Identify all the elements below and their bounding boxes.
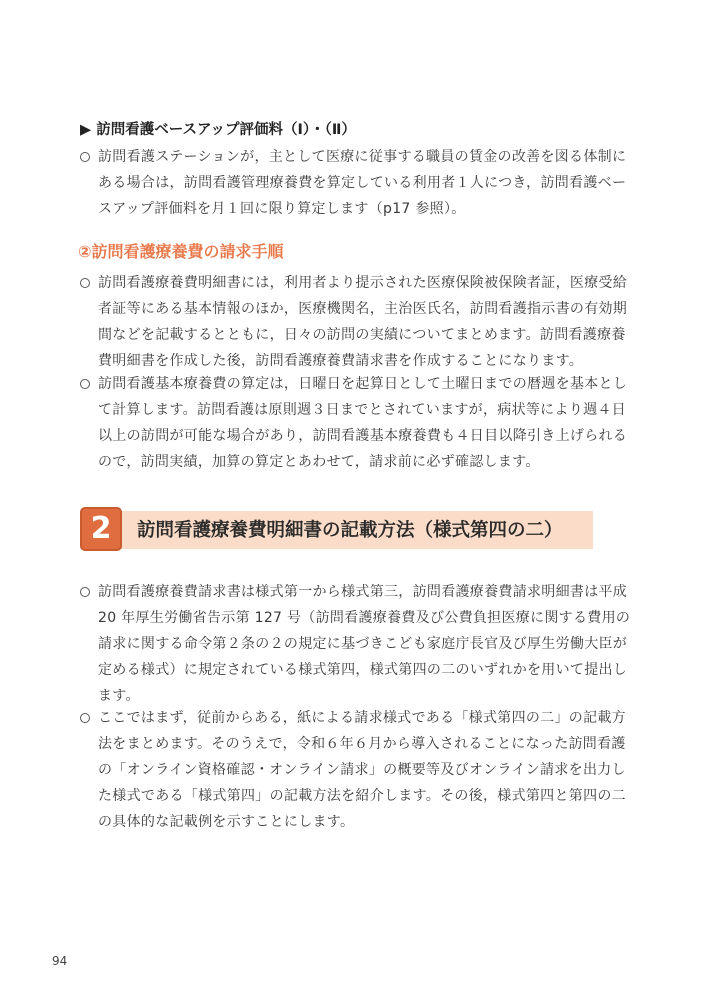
text-line: スアップ評価料を月１回に限り算定します（p17 参照）。 bbox=[98, 201, 466, 217]
text-line: 以上の訪問が可能な場合があり，訪問看護基本療養費も４日目以降引き上げられる bbox=[98, 428, 628, 444]
chapter-title: 訪問看護療養費明細書の記載方法（様式第四の二） bbox=[137, 520, 563, 541]
bullet-icon bbox=[80, 278, 90, 288]
text-line: 訪問看護ステーションが，主として医療に従事する職員の賃金の改善を図る体制に bbox=[98, 149, 627, 165]
text-line: 訪問看護療養費明細書には，利用者より提示された医療保険被保険者証，医療受給 bbox=[98, 275, 628, 291]
text-line: 請求に関する命令第２条の２の規定に基づきこども家庭庁長官及び厚生労働大臣が bbox=[98, 636, 628, 652]
bullet-icon bbox=[80, 713, 90, 723]
text-line: た様式である「様式第四」の記載方法を紹介します。その後，様式第四と第四の二 bbox=[98, 788, 626, 804]
text-line: て計算します。訪問看護は原則週３日までとされていますが，病状等により週４日 bbox=[98, 402, 626, 418]
text-line: 訪問看護療養費請求書は様式第一から様式第三，訪問看護療養費請求明細書は平成 bbox=[98, 584, 628, 600]
text-line: の具体的な記載例を示すことにします。 bbox=[98, 814, 355, 830]
chapter-number-badge: 2 bbox=[80, 507, 122, 551]
text-line: の「オンライン資格確認・オンライン請求」の概要等及びオンライン請求を出力し bbox=[98, 762, 626, 778]
bullet-icon bbox=[80, 152, 90, 162]
text-line: 費明細書を作成した後，訪問看護療養費請求書を作成することになります。 bbox=[98, 353, 584, 369]
text-line: 訪問看護基本療養費の算定は，日曜日を起算日として土曜日までの暦週を基本とし bbox=[98, 376, 628, 392]
text-line: 者証等にある基本情報のほか，医療機関名，主治医氏名，訪問看護指示書の有効期 bbox=[98, 301, 628, 317]
text-line: 定める様式）に規定されている様式第四，様式第四の二のいずれかを用いて提出し bbox=[98, 662, 628, 678]
text-line: ここではまず，従前からある，紙による請求様式である「様式第四の二」の記載方 bbox=[98, 710, 626, 726]
text-line: 間などを記載するとともに，日々の訪問の実績についてまとめます。訪問看護療養 bbox=[98, 327, 626, 343]
text-line: ある場合は，訪問看護管理療養費を算定している利用者１人につき，訪問看護ベー bbox=[98, 175, 627, 191]
page-number: 94 bbox=[52, 954, 68, 968]
subsection-heading: ▶ 訪問看護ベースアップ評価料（Ⅰ）・（Ⅱ） bbox=[80, 122, 356, 138]
bullet-icon bbox=[80, 379, 90, 389]
text-line: ので，訪問実績，加算の算定とあわせて，請求前に必ず確認します。 bbox=[98, 454, 540, 470]
text-line: 20 年厚生労働省告示第 127 号（訪問看護療養費及び公費負担医療に関する費用の bbox=[98, 610, 631, 626]
bullet-icon bbox=[80, 587, 90, 597]
text-line: 法をまとめます。そのうえで，令和６年６月から導入されることになった訪問看護 bbox=[98, 736, 626, 752]
section-heading: ②訪問看護療養費の請求手順 bbox=[78, 242, 284, 261]
text-line: ます。 bbox=[98, 688, 140, 704]
